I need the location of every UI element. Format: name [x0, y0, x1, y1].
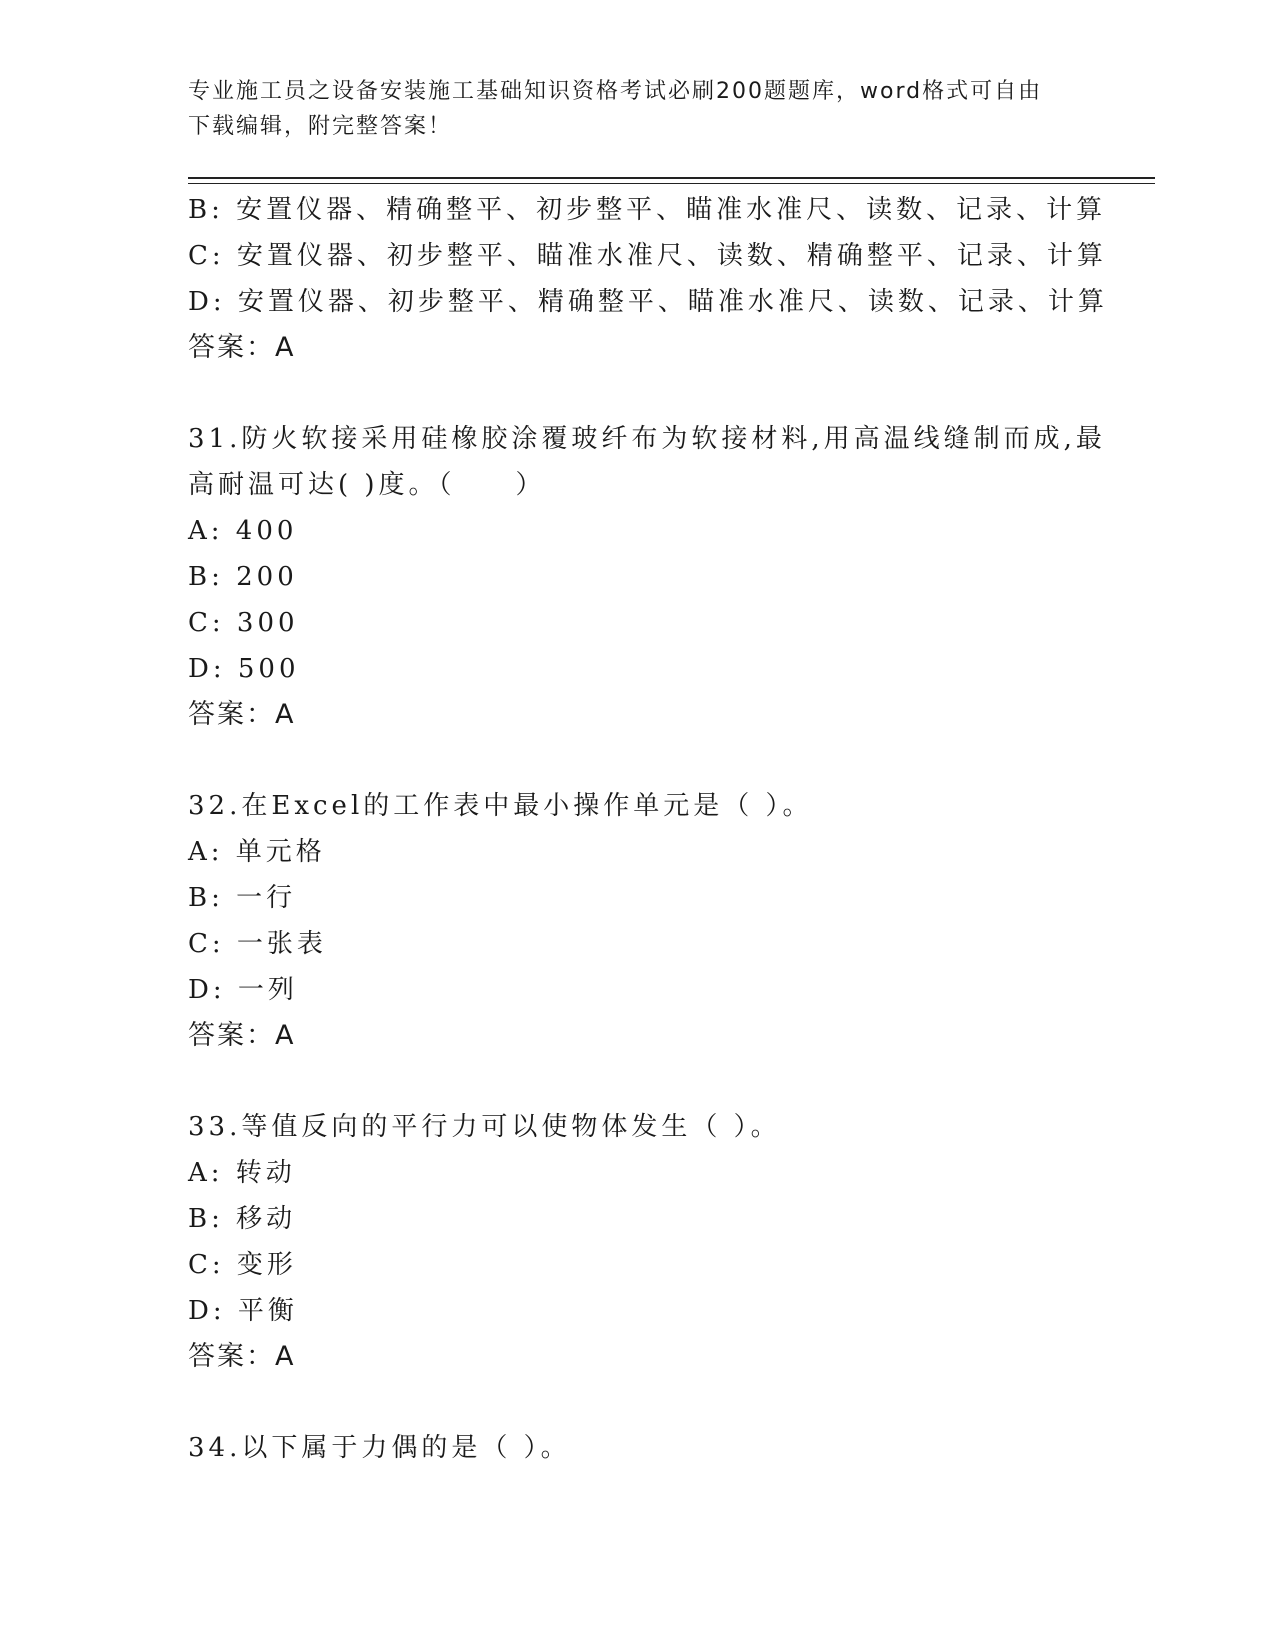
- question-list: [188, 187, 1108, 1471]
- option-b: B: 移动: [188, 1204, 297, 1234]
- option-a: A: 转动: [188, 1158, 296, 1188]
- question-31: [188, 416, 1106, 738]
- option-c: C: 变形: [188, 1250, 297, 1280]
- answer-line: 答案：A: [188, 1020, 296, 1051]
- question-stem: 32.在Excel的工作表中最小操作单元是（ ）。: [188, 791, 813, 821]
- option-d: D: 安置仪器、初步整平、精确整平、瞄准水准尺、读数、记录、计算: [188, 287, 1108, 317]
- answer-line: 答案：A: [188, 699, 296, 730]
- question-30-tail: [188, 187, 1108, 371]
- header-title-line-1: 专业施工员之设备安装施工基础知识资格考试必刷200题题库，word格式可自由: [188, 79, 1043, 104]
- spacer: [188, 1059, 1088, 1104]
- option-a: A: 400: [188, 516, 298, 546]
- option-d: D: 500: [188, 654, 300, 684]
- answer-line: 答案：A: [188, 332, 296, 363]
- answer-line: 答案：A: [188, 1341, 296, 1372]
- option-b: B: 200: [188, 562, 298, 592]
- option-d: D: 一列: [188, 975, 298, 1005]
- question-stem: 31.防火软接采用硅橡胶涂覆玻纤布为软接材料,用高温线缝制而成,最: [188, 424, 1106, 454]
- spacer: [188, 738, 1088, 783]
- spacer: [188, 1380, 1088, 1425]
- option-b: B: 安置仪器、精确整平、初步整平、瞄准水准尺、读数、记录、计算: [188, 195, 1107, 225]
- question-stem-continued: 高耐温可达( )度。（ ）: [188, 470, 546, 500]
- header-divider-thick: [188, 177, 1155, 179]
- spacer: [188, 371, 1088, 416]
- option-d: D: 平衡: [188, 1296, 298, 1326]
- option-c: C: 一张表: [188, 929, 327, 959]
- question-33: [188, 1104, 1088, 1380]
- option-c: C: 安置仪器、初步整平、瞄准水准尺、读数、精确整平、记录、计算: [188, 241, 1107, 271]
- question-stem: 34.以下属于力偶的是（ ）。: [188, 1433, 571, 1463]
- question-stem: 33.等值反向的平行力可以使物体发生（ ）。: [188, 1112, 781, 1142]
- option-b: B: 一行: [188, 883, 297, 913]
- header-divider-thin: [188, 183, 1155, 184]
- header-title-line-2: 下载编辑，附完整答案！: [188, 114, 453, 139]
- option-c: C: 300: [188, 608, 299, 638]
- document-header: [188, 74, 1068, 144]
- question-34: [188, 1425, 1088, 1471]
- question-32: [188, 783, 1088, 1059]
- option-a: A: 单元格: [188, 837, 326, 867]
